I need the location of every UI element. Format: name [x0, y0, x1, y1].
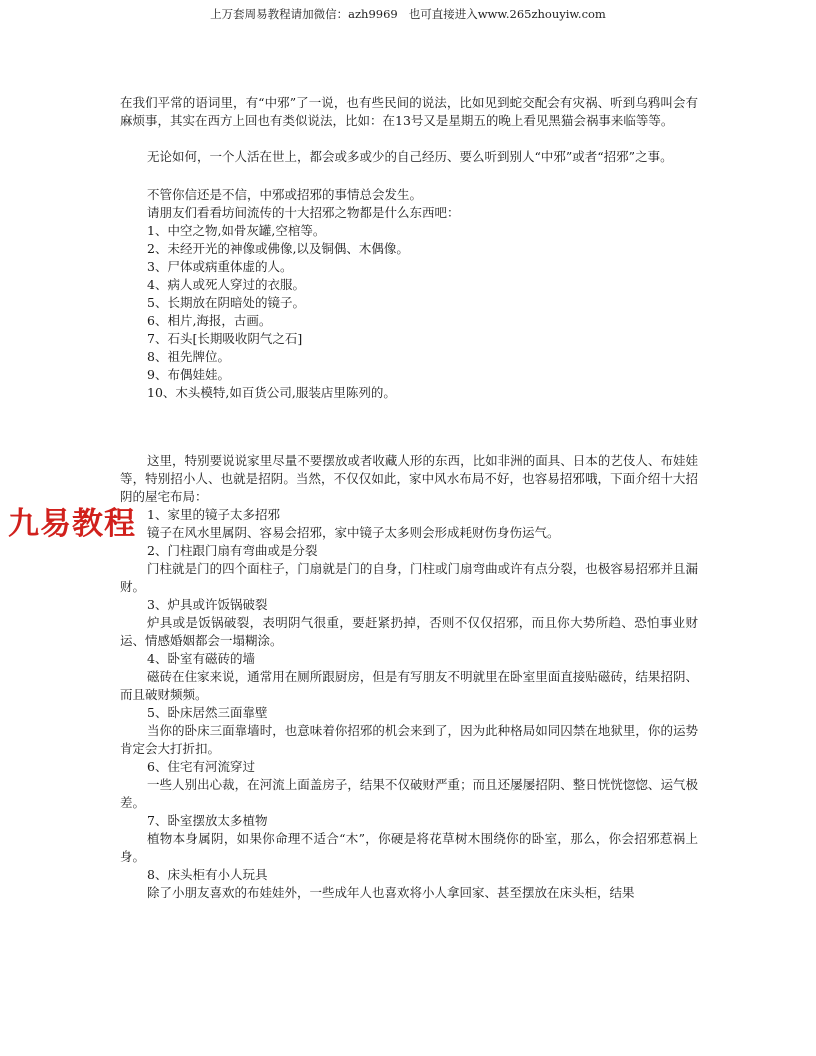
list-item: 6、相片,海报，古画。 [147, 313, 272, 328]
layout-item-title: 4、卧室有磁砖的墙 [147, 651, 255, 666]
paragraph-intro: 在我们平常的语词里，有“中邪”了一说，也有些民间的说法，比如见到蛇交配会有灾祸、听到乌鸦叫会有麻烦事，其实在西方上回也有类似说法，比如：在13号又是星期五的晚上看见黑猫会祸事来临等等。 [120, 95, 698, 128]
layout-item-body: 一些人别出心裁，在河流上面盖房子，结果不仅破财严重；而且还屡屡招阴、整日恍恍惚惚、运气极差。 [120, 777, 698, 810]
layout-item-title: 3、炉具或许饭锅破裂 [147, 597, 268, 612]
list-item: 7、石头[长期吸收阴气之石] [147, 331, 303, 346]
list-item: 9、布偶娃娃。 [147, 367, 230, 382]
layout-item-title: 7、卧室摆放太多植物 [147, 813, 268, 828]
paragraph-third: 不管你信还是不信，中邪或招邪的事情总会发生。 [147, 187, 423, 202]
layout-item-title: 2、门柱跟门扇有弯曲或是分裂 [147, 543, 318, 558]
layout-item-body: 门柱就是门的四个面柱子，门扇就是门的自身，门柱或门扇弯曲或许有点分裂，也极容易招邪并且漏财。 [120, 561, 698, 594]
layout-item-title: 6、住宅有河流穿过 [147, 759, 255, 774]
list-item: 8、祖先牌位。 [147, 349, 230, 364]
layout-item-body: 当你的卧床三面靠墙时，也意味着你招邪的机会来到了，因为此种格局如同囚禁在地狱里，你的运势肯定会大打折扣。 [120, 723, 698, 756]
layout-item-body: 除了小朋友喜欢的布娃娃外，一些成年人也喜欢将小人拿回家、甚至摆放在床头柜，结果 [147, 885, 635, 900]
layout-item-body: 磁砖在住家来说，通常用在厕所跟厨房，但是有写朋友不明就里在卧室里面直接贴磁砖，结果招阴、而且破财频频。 [120, 669, 698, 702]
page-header: 上万套周易教程请加微信：azh9969 也可直接进入www.265zhouyiw.com [210, 7, 606, 21]
list-item: 4、病人或死人穿过的衣服。 [147, 277, 305, 292]
layout-item-body: 炉具或是饭锅破裂，表明阴气很重，要赶紧扔掉，否则不仅仅招邪，而且你大势所趋、恐怕事业财运、情感婚姻都会一塌糊涂。 [120, 615, 698, 648]
layout-item-body: 植物本身属阴，如果你命理不适合“木”，你硬是将花草树木围绕你的卧室，那么，你会招邪惹祸上身。 [120, 831, 698, 864]
document-body [120, 94, 698, 902]
layout-item-body: 镜子在风水里属阴、容易会招邪，家中镜子太多则会形成耗财伤身伤运气。 [147, 525, 560, 540]
list-item: 2、未经开光的神像或佛像,以及铜偶、木偶像。 [147, 241, 409, 256]
list-item: 5、长期放在阴暗处的镜子。 [147, 295, 305, 310]
layout-item-title: 8、床头柜有小人玩具 [147, 867, 268, 882]
watermark-logo: 九易教程 [8, 506, 136, 542]
list-ten-items [120, 222, 698, 402]
list-item: 1、中空之物,如骨灰罐,空棺等。 [147, 223, 326, 238]
paragraph-section2-intro: 这里，特别要说说家里尽量不要摆放或者收藏人形的东西，比如非洲的面具、日本的艺伎人、布娃娃等，特别招小人、也就是招阴。当然，不仅仅如此，家中风水布局不好，也容易招邪哦，下面介绍十大招阴的屋宅布局： [120, 453, 698, 504]
paragraph-second: 无论如何，一个人活在世上，都会或多或少的自己经历、要么听到别人“中邪”或者“招邪”之事。 [147, 149, 673, 164]
layout-item-title: 1、家里的镜子太多招邪 [147, 507, 280, 522]
paragraph-list-intro: 请朋友们看看坊间流传的十大招邪之物都是什么东西吧： [147, 205, 460, 220]
list-item: 10、木头模特,如百货公司,服装店里陈列的。 [147, 385, 396, 400]
layout-item-title: 5、卧床居然三面靠壁 [147, 705, 268, 720]
house-layout-list [120, 506, 698, 902]
list-item: 3、尸体或病重体虚的人。 [147, 259, 293, 274]
